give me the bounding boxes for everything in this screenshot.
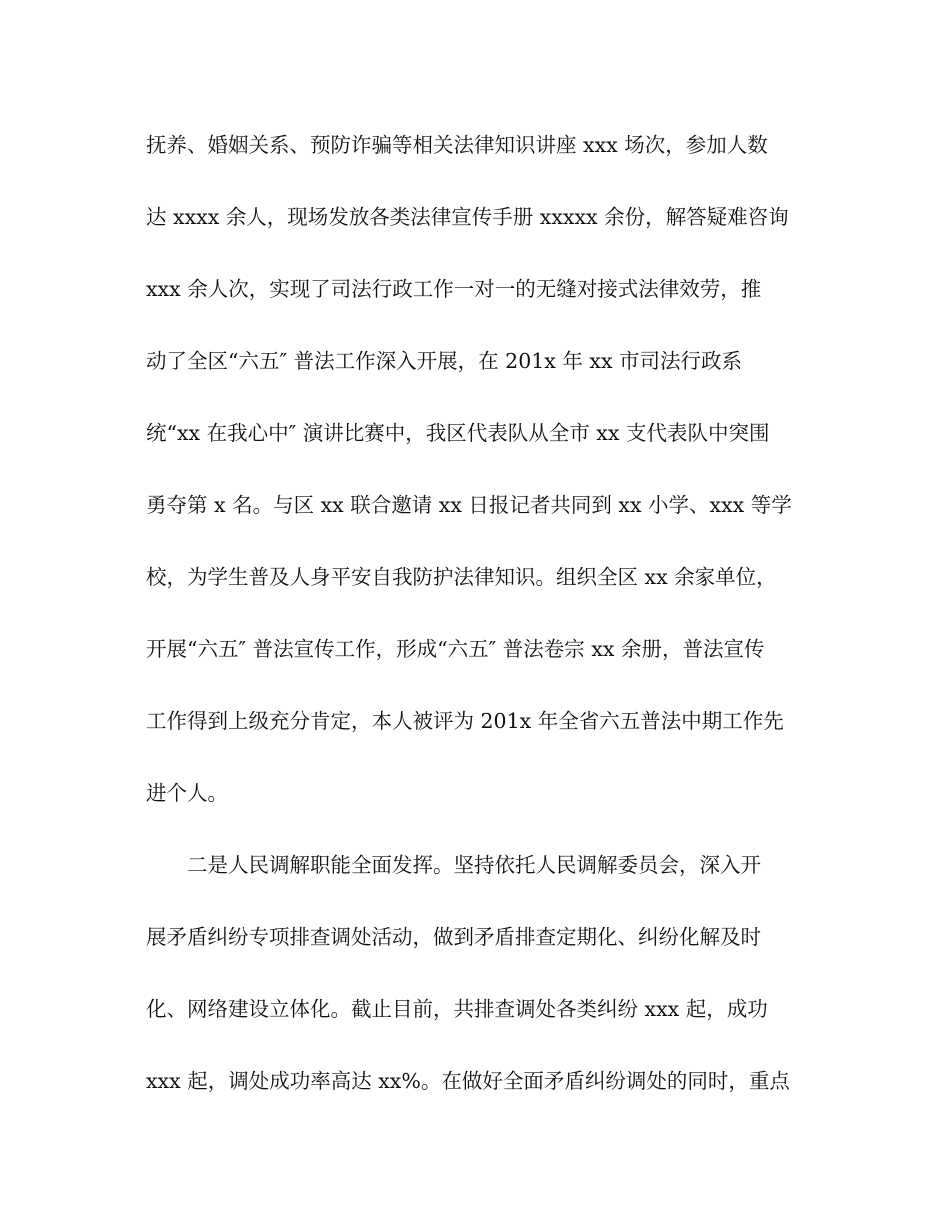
text-line: 开展“六五″ 普法宣传工作，形成“六五″ 普法卷宗 xx 余册，普法宣传 bbox=[146, 637, 765, 661]
text-line: xxx 余人次，实现了司法行政工作一对一的无缝对接式法律效劳，推 bbox=[146, 277, 762, 301]
text-line: xxx 起，调处成功率高达 xx%。在做好全面矛盾纠纷调处的同时，重点 bbox=[146, 1069, 790, 1093]
text-line: 工作得到上级充分肯定，本人被评为 201x 年全省六五普法中期工作先 bbox=[146, 709, 784, 733]
paragraph-start-line: 二是人民调解职能全面发挥。坚持依托人民调解委员会，深入开 bbox=[146, 853, 761, 877]
text-line: 校，为学生普及人身平安自我防护法律知识。组织全区 xx 余家单位， bbox=[146, 565, 777, 589]
text-line: 展矛盾纠纷专项排查调处活动，做到矛盾排查定期化、纠纷化解及时 bbox=[146, 925, 761, 949]
text-line: 达 xxxx 余人，现场发放各类法律宣传手册 xxxxx 余份，解答疑难咨询 bbox=[146, 205, 789, 229]
text-line: 动了全区“六五″ 普法工作深入开展，在 201x 年 xx 市司法行政系 bbox=[146, 349, 743, 373]
text-line: 化、网络建设立体化。截止目前，共排查调处各类纠纷 xxx 起，成功 bbox=[146, 997, 768, 1021]
text-line: 进个人。 bbox=[146, 781, 228, 805]
text-line: 勇夺第 x 名。与区 xx 联合邀请 xx 日报记者共同到 xx 小学、xxx 等学 bbox=[146, 493, 792, 517]
text-line: 抚养、婚姻关系、预防诈骗等相关法律知识讲座 xxx 场次，参加人数 bbox=[146, 133, 768, 157]
text-line: 统“xx 在我心中″ 演讲比赛中，我区代表队从全市 xx 支代表队中突围 bbox=[146, 421, 770, 445]
